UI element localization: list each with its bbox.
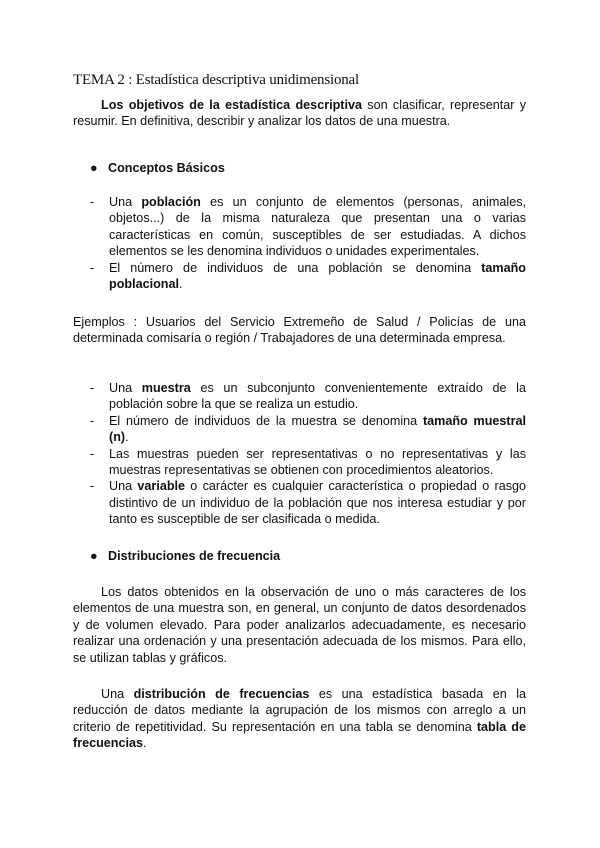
bullet-icon: ● xyxy=(90,549,98,563)
item-text: El número de individuos de una población se denomina xyxy=(109,260,482,275)
section-heading-text: Conceptos Básicos xyxy=(108,161,225,175)
list-item xyxy=(90,260,526,293)
list-item xyxy=(90,413,526,446)
item-text: o carácter es cualquier característica o propiedad o rasgo distintivo de un individuo de la población que nos interesa estudiar y por tanto es susceptible de ser clasificada o medida. xyxy=(109,479,526,527)
item-bold: población xyxy=(141,195,201,209)
intro-bold: Los objetivos de la estadística descriptiva xyxy=(101,98,362,112)
para-text: Una xyxy=(101,687,134,701)
item-text: Una xyxy=(109,381,142,395)
examples-paragraph: Ejemplos : Usuarios del Servicio Extremeño de Salud / Policías de una determinada comisaría o región / Trabajadores de una determinada empresa. xyxy=(73,315,526,346)
item-bold: muestra xyxy=(141,381,191,395)
dash-marker: - xyxy=(90,479,95,494)
para-text: . xyxy=(143,736,147,751)
concepts-list xyxy=(90,194,526,292)
item-text: . xyxy=(125,430,129,445)
para-bold: distribución de frecuencias xyxy=(133,687,310,701)
item-text: Una xyxy=(109,479,138,494)
sample-list xyxy=(90,380,526,528)
item-bold: tamaño muestral (n) xyxy=(109,413,527,445)
dash-marker: - xyxy=(90,381,95,395)
bullet-icon: ● xyxy=(90,161,98,175)
item-text: es un conjunto de elementos (personas, animales, objetos...) de la misma naturaleza que presentan una o varias características en común, susceptibles de ser estudiadas. A dichos elementos se les denomina individuos o unidades experimentales. xyxy=(109,195,526,259)
item-bold: tamaño poblacional xyxy=(109,260,526,292)
para-text: es una estadística basada en la reducción de datos mediante la agrupación de los mismos con arreglo a un criterio de repetitividad. Su representación en una tabla se denomina xyxy=(73,687,527,734)
dash-marker: - xyxy=(90,260,95,275)
item-text: es un subconjunto convenientemente extraído de la población sobre la que se realiza un estudio. xyxy=(109,381,526,412)
list-item xyxy=(90,380,526,413)
distribution-paragraph xyxy=(73,686,526,752)
item-text: . xyxy=(178,277,183,292)
section-heading-distribuciones xyxy=(90,549,280,563)
item-text: Una xyxy=(109,195,142,209)
para-bold: tabla de frecuencias xyxy=(73,719,526,751)
section-heading-text: Distribuciones de frecuencia xyxy=(108,549,281,563)
item-text: Las muestras pueden ser representativas o no representativas y las muestras representativas se obtienen con procedimientos aleatorios. xyxy=(109,446,526,478)
list-item xyxy=(90,194,526,260)
list-item xyxy=(90,446,526,479)
data-paragraph: Los datos obtenidos en la observación de uno o más caracteres de los elementos de una muestra son, en general, un conjunto de datos desordenados y de volumen elevado. Para poder analizarlos adecuadamente, es necesario realizar una ordenación y una presentación adecuada de los mismos. Para ello, se utilizan tablas y gráficos. xyxy=(73,585,526,665)
item-bold: variable xyxy=(137,479,186,494)
section-heading-conceptos xyxy=(90,161,225,175)
list-item xyxy=(90,478,526,527)
page-title: TEMA 2 : Estadística descriptiva unidimensional xyxy=(73,72,359,88)
dash-marker: - xyxy=(90,413,95,428)
item-text: El número de individuos de la muestra se denomina xyxy=(109,413,423,428)
dash-marker: - xyxy=(90,195,95,209)
dash-marker: - xyxy=(90,446,95,461)
intro-paragraph xyxy=(73,97,526,130)
intro-text: son clasificar, representar y resumir. En definitiva, describir y analizar los datos de una muestra. xyxy=(73,98,527,129)
